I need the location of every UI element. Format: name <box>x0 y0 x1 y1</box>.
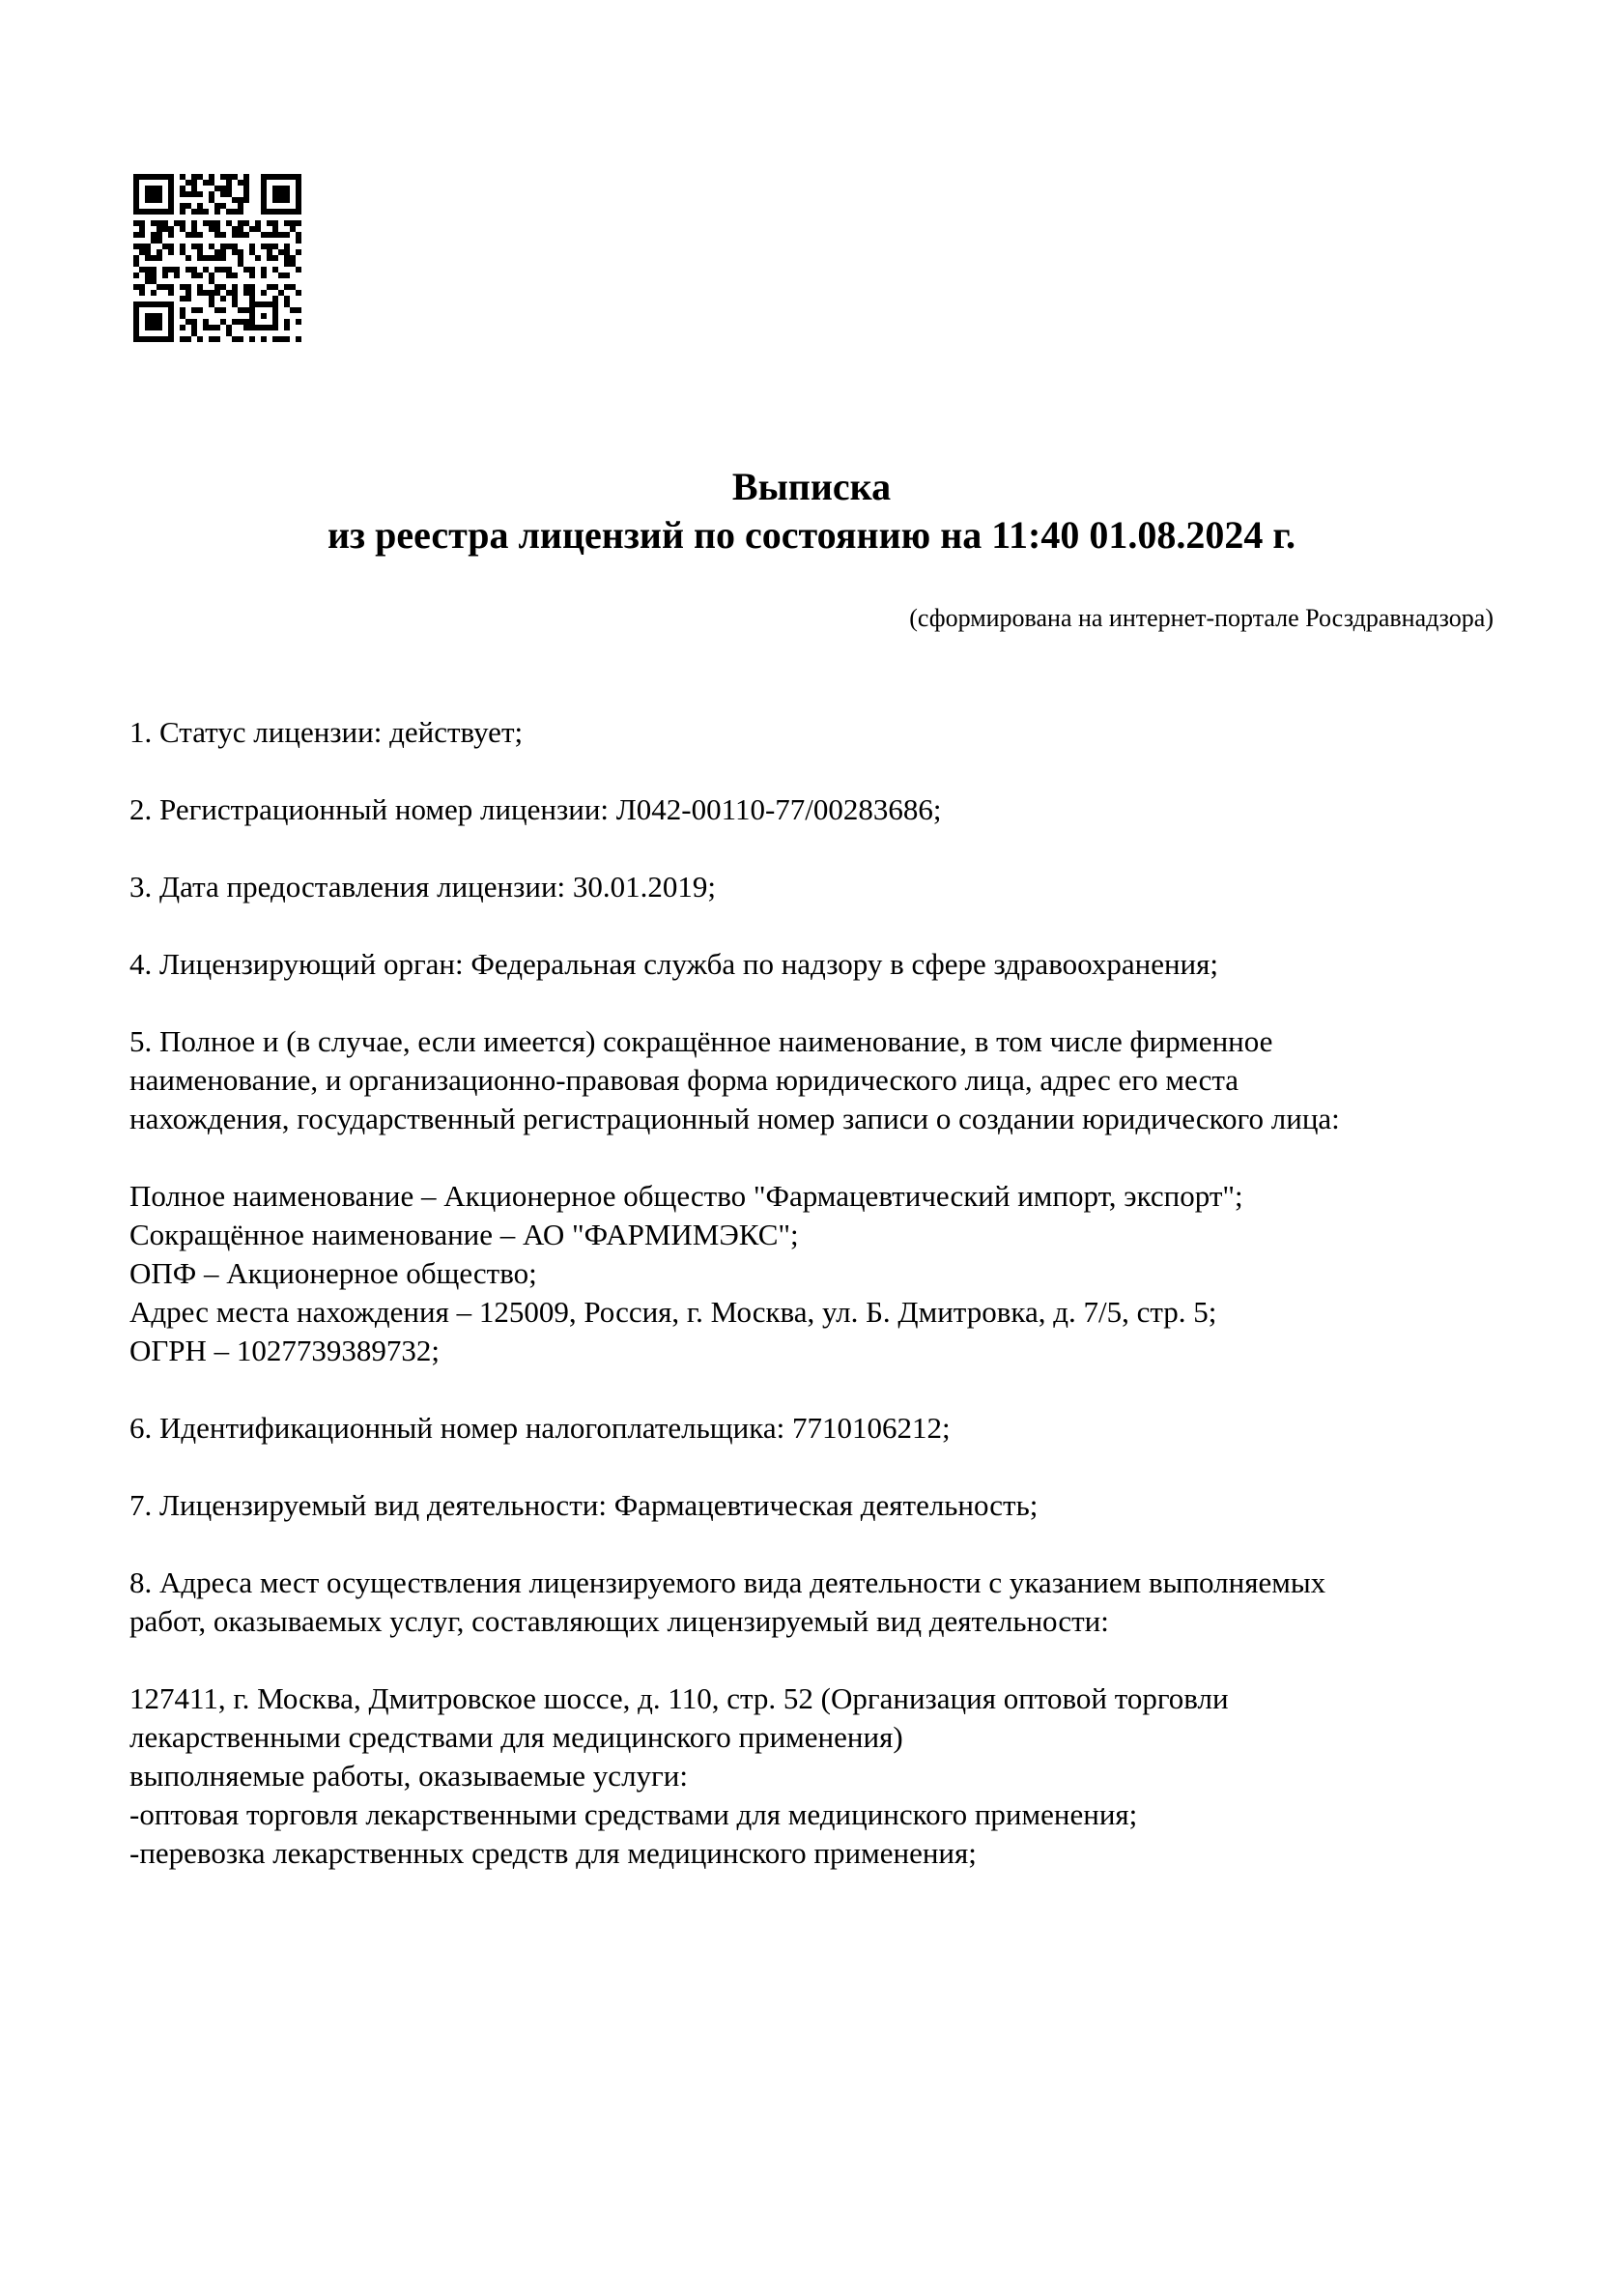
org-details <box>129 1177 1501 1370</box>
addresses-heading-line: 8. Адреса мест осуществления лицензируемого вида деятельности с указанием выполняемых <box>129 1565 1326 1599</box>
licensed-activity: 7. Лицензируемый вид деятельности: Фармацевтическая деятельность; <box>129 1488 1039 1522</box>
org-legal-form: ОПФ – Акционерное общество; <box>129 1256 537 1290</box>
license-issue-date: 3. Дата предоставления лицензии: 30.01.2019; <box>129 870 717 904</box>
taxpayer-id: 6. Идентификационный номер налогоплательщика: 7710106212; <box>129 1411 951 1445</box>
licensing-authority: 4. Лицензирующий орган: Федеральная служба по надзору в сфере здравоохранения; <box>129 947 1219 981</box>
service-item: -оптовая торговля лекарственными средствами для медицинского применения; <box>129 1797 1138 1831</box>
services-heading: выполняемые работы, оказываемые услуги: <box>129 1759 688 1793</box>
org-full-name: Полное наименование – Акционерное общество "Фармацевтический импорт, экспорт"; <box>129 1179 1243 1213</box>
address-line: 127411, г. Москва, Дмитровское шоссе, д. 110, стр. 52 (Организация оптовой торговли <box>129 1681 1229 1715</box>
document-title: Выписка <box>731 465 892 508</box>
org-address: Адрес места нахождения – 125009, Россия, г. Москва, ул. Б. Дмитровка, д. 7/5, стр. 5; <box>129 1295 1217 1329</box>
license-reg-number: 2. Регистрационный номер лицензии: Л042-00110-77/00283686; <box>129 792 942 826</box>
org-heading-line: 5. Полное и (в случае, если имеется) сокращённое наименование, в том числе фирменное <box>129 1024 1273 1058</box>
addresses-heading <box>129 1564 1501 1641</box>
license-details <box>129 713 1501 1911</box>
org-ogrn: ОГРН – 1027739389732; <box>129 1334 441 1367</box>
org-short-name: Сокращённое наименование – АО "ФАРМИМЭКС"; <box>129 1218 799 1251</box>
addresses-heading-line: работ, оказываемых услуг, составляющих лицензируемый вид деятельности: <box>129 1604 1109 1638</box>
org-heading-line: наименование, и организационно-правовая форма юридического лица, адрес его места <box>129 1063 1239 1097</box>
qr-code <box>133 174 301 342</box>
document-subtitle: из реестра лицензий по состоянию на 11:40 01.08.2024 г. <box>327 513 1296 557</box>
source-note: (сформирована на интернет-портале Росздравнадзора) <box>909 604 1494 632</box>
address-details <box>129 1679 1501 1873</box>
address-line: лекарственными средствами для медицинского применения) <box>129 1720 903 1754</box>
license-status: 1. Статус лицензии: действует; <box>129 715 524 749</box>
service-item: -перевозка лекарственных средств для медицинского применения; <box>129 1836 977 1870</box>
org-heading <box>129 1022 1501 1138</box>
org-heading-line: нахождения, государственный регистрационный номер записи о создании юридического лица: <box>129 1102 1340 1135</box>
